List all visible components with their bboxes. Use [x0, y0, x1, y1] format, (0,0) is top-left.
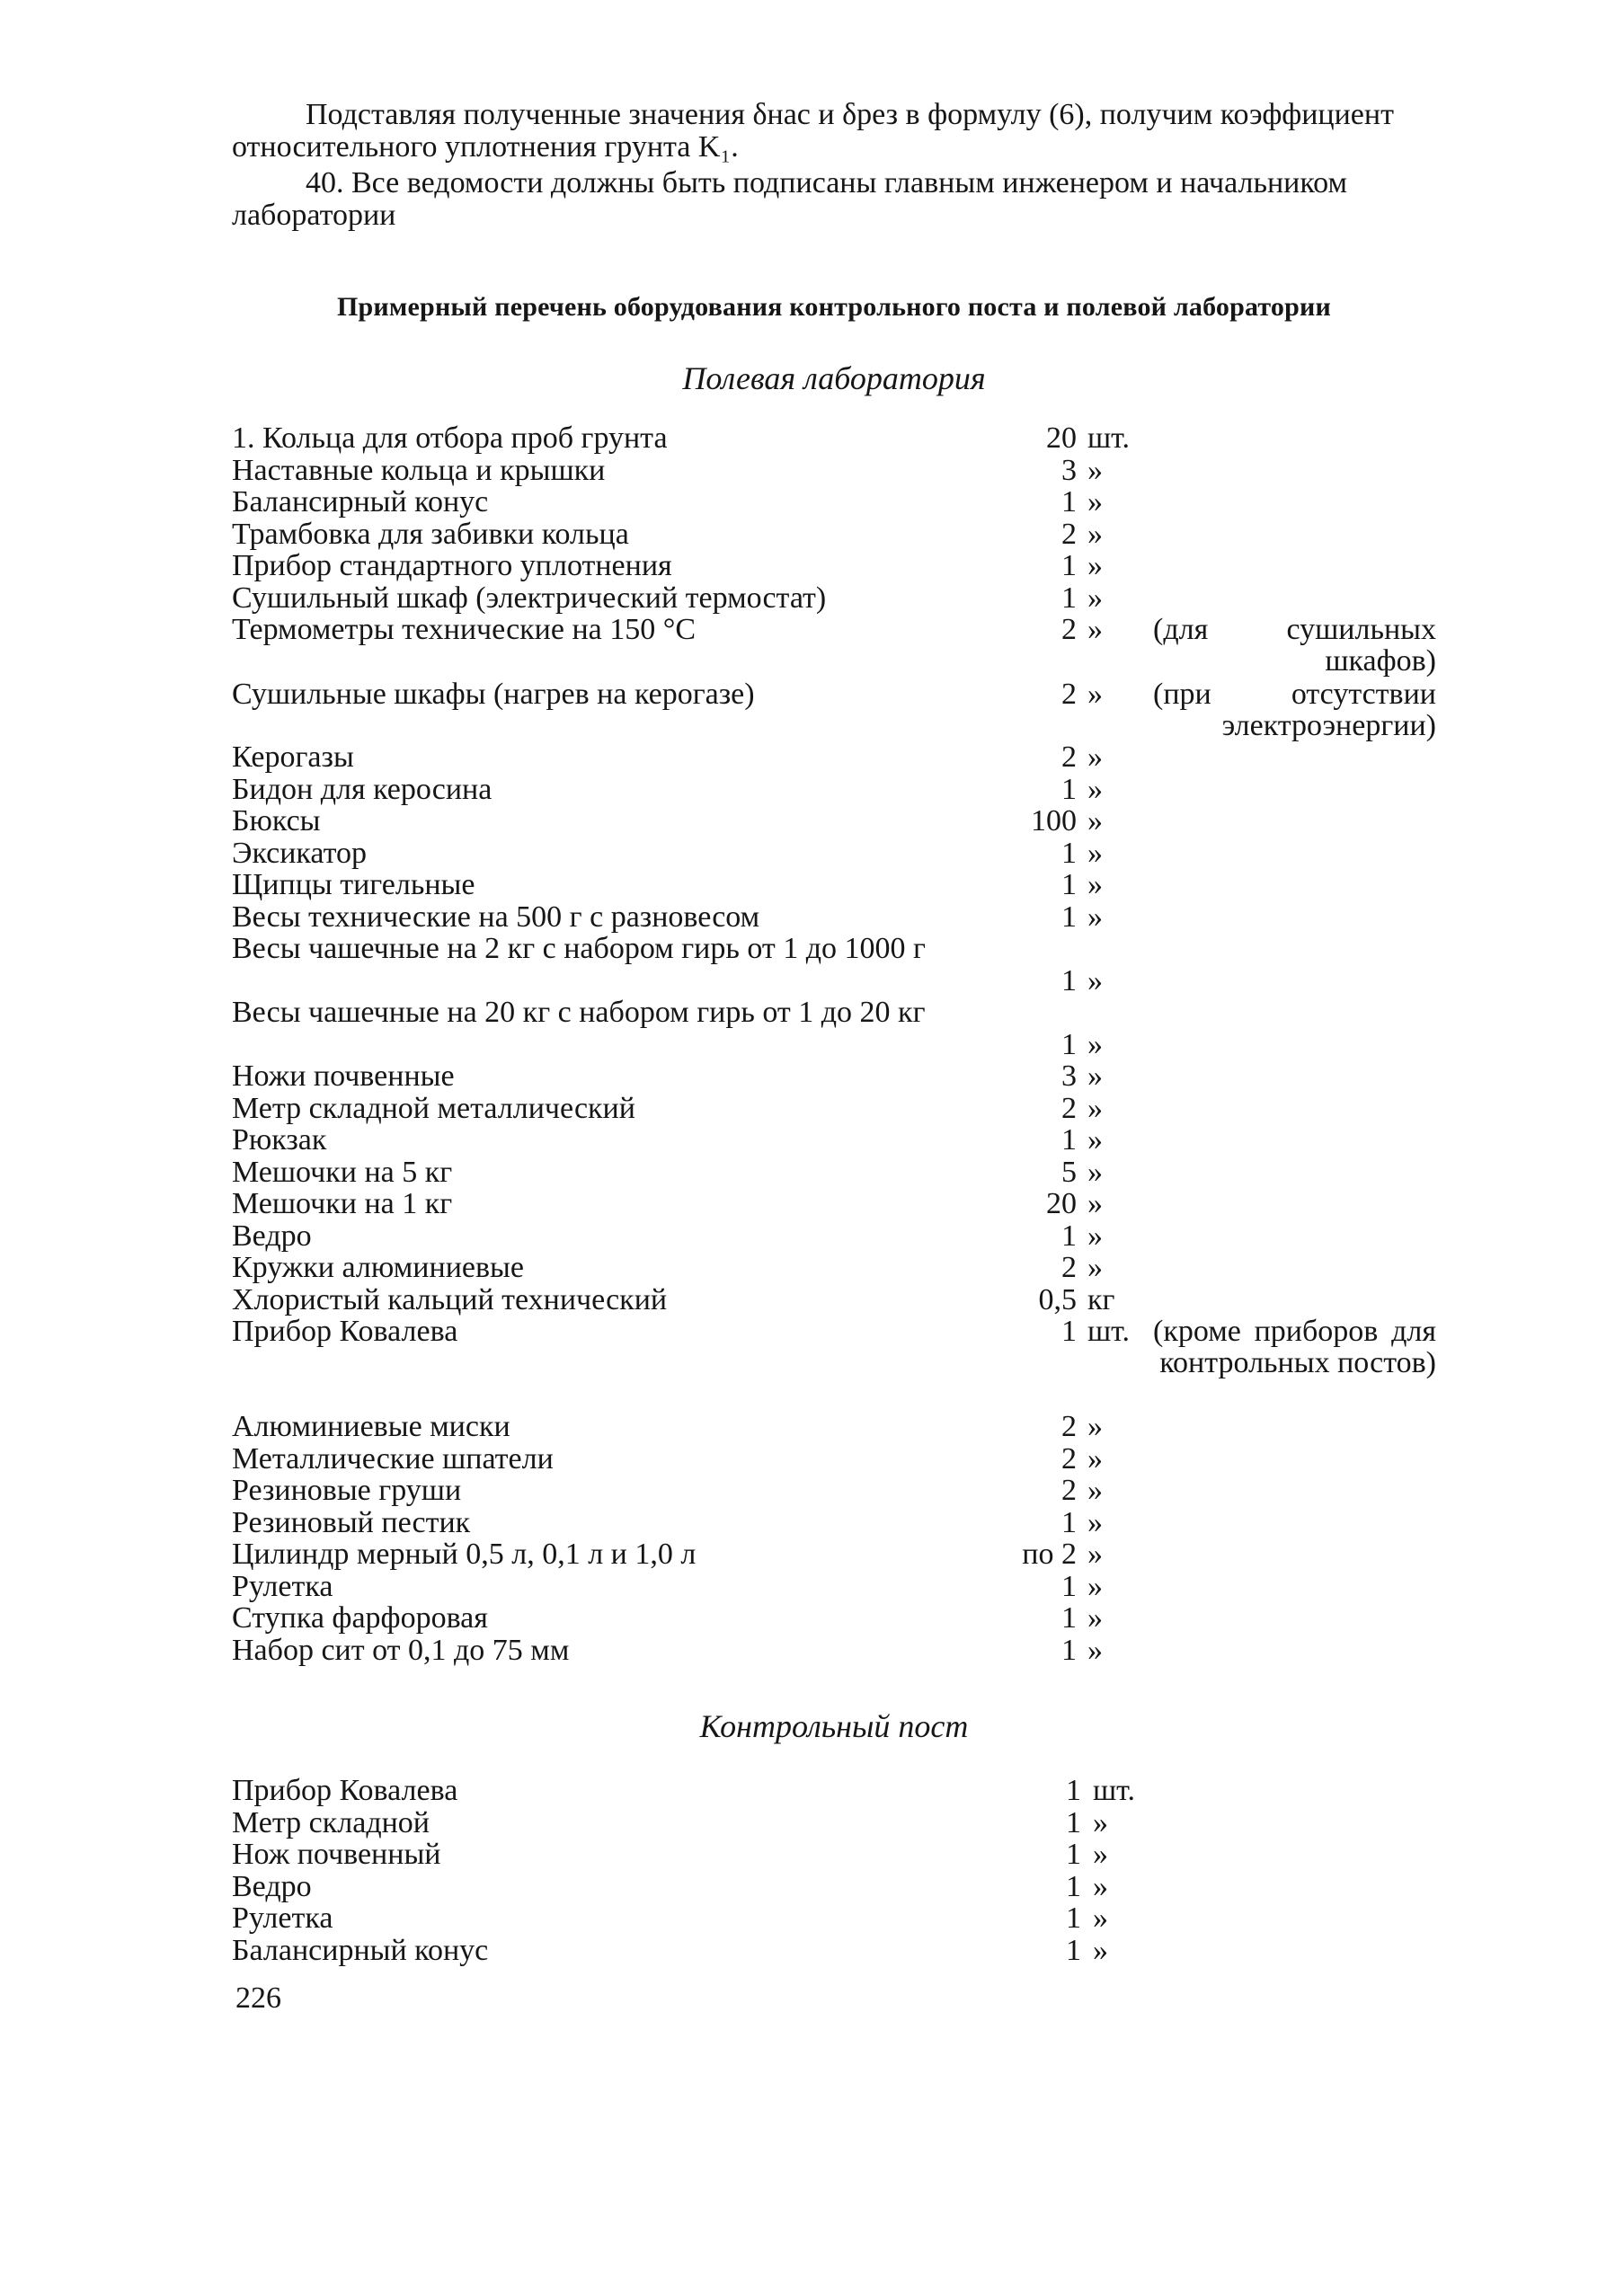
item-unit: » [1093, 1805, 1108, 1839]
list-item [232, 1284, 1490, 1316]
item-quantity: 2 [1061, 677, 1077, 711]
item-quantity: 20 [1046, 421, 1077, 455]
list-item [232, 774, 1490, 806]
item-unit: » [1087, 1251, 1103, 1284]
item-unit: » [1087, 677, 1103, 711]
item-quantity: 1 [1066, 1838, 1081, 1871]
item-name: Мешочки на 1 кг [232, 1188, 453, 1220]
list-item [232, 422, 1490, 455]
item-name: Мешочки на 5 кг [232, 1156, 453, 1188]
item-name: Весы чашечные на 2 кг с набором гирь от 1 до 1000 г [232, 933, 926, 965]
item-unit: » [1087, 772, 1103, 806]
item-quantity: 1 [1061, 1315, 1077, 1348]
list-item [232, 1475, 1490, 1507]
item-unit: » [1093, 1933, 1108, 1967]
item-unit: кг [1087, 1282, 1115, 1316]
item-quantity: 5 [1061, 1155, 1077, 1189]
item-unit: » [1087, 1155, 1103, 1189]
item-name: Сушильные шкафы (нагрев на керогазе) [232, 678, 755, 710]
item-unit: » [1087, 1601, 1103, 1635]
item-unit: » [1087, 804, 1103, 838]
item-quantity: 1 [1066, 1901, 1081, 1935]
item-name: Алюминиевые миски [232, 1411, 510, 1443]
item-name: Наставные кольца и крышки [232, 454, 606, 486]
item-quantity: 2 [1061, 517, 1077, 551]
item-unit: » [1087, 1027, 1103, 1061]
list-item [232, 869, 1490, 901]
section-heading: Примерный перечень оборудования контрольного поста и полевой лаборатории [337, 292, 1331, 322]
list-item [232, 1093, 1490, 1125]
item-unit: » [1093, 1869, 1108, 1903]
item-name: Прибор Ковалева [232, 1775, 458, 1807]
item-unit: » [1087, 1474, 1103, 1507]
list-item [232, 805, 1490, 838]
item-name: 1. Кольца для отбора проб грунта [232, 422, 668, 455]
item-name: Кружки алюминиевые [232, 1252, 524, 1284]
item-quantity: 2 [1061, 1410, 1077, 1443]
item-name: Ножи почвенные [232, 1060, 455, 1093]
item-name: Весы технические на 500 г с разновесом [232, 900, 760, 933]
list-item [232, 1902, 1490, 1935]
item-quantity: 2 [1061, 1251, 1077, 1284]
list-item [232, 1635, 1490, 1667]
list-item [232, 1507, 1490, 1539]
item-quantity: 1 [1061, 900, 1077, 934]
item-quantity: 1 [1066, 1933, 1081, 1967]
item-name: Резиновый пестик [232, 1506, 471, 1538]
list-item [232, 1157, 1490, 1189]
item-name: Нож почвенный [232, 1839, 441, 1871]
item-name: Рюкзак [232, 1124, 327, 1157]
list-item [232, 1775, 1490, 1807]
item-unit: » [1087, 613, 1103, 646]
list-item [232, 1807, 1490, 1839]
item-name: Балансирный конус [232, 1934, 489, 1966]
item-unit: » [1087, 1633, 1103, 1667]
item-quantity: 1 [1061, 1633, 1077, 1667]
list-item [232, 933, 1490, 997]
list-item [232, 1871, 1490, 1903]
item-quantity: 100 [1031, 804, 1077, 838]
item-quantity: 1 [1061, 772, 1077, 806]
item-quantity: 2 [1061, 613, 1077, 646]
item-unit: шт. [1093, 1774, 1135, 1807]
list-item [232, 741, 1490, 774]
item-quantity: 3 [1061, 453, 1077, 487]
item-name: Керогазы [232, 741, 354, 774]
item-name: Сушильный шкаф (электрический термостат) [232, 581, 827, 614]
item-unit: » [1087, 1123, 1103, 1157]
item-unit: » [1087, 836, 1103, 870]
item-name: Ведро [232, 1219, 312, 1252]
item-unit: » [1087, 1219, 1103, 1253]
list-item [232, 997, 1490, 1060]
item-unit: » [1093, 1838, 1108, 1871]
item-name: Ведро [232, 1870, 312, 1902]
list-item [232, 1220, 1490, 1253]
item-unit: » [1087, 868, 1103, 901]
item-quantity: 1 [1066, 1869, 1081, 1903]
item-quantity: 20 [1046, 1187, 1077, 1220]
item-note: (для сушильных шкафов) [1153, 613, 1436, 678]
list-item [232, 519, 1490, 551]
item-name: Бюксы [232, 805, 321, 838]
list-item [232, 1188, 1490, 1220]
item-quantity: 1 [1066, 1805, 1081, 1839]
item-quantity: 0,5 [1038, 1282, 1077, 1316]
item-name: Балансирный конус [232, 486, 489, 519]
field-lab-title: Полевая лаборатория [682, 360, 986, 396]
item-quantity: 3 [1061, 1059, 1077, 1093]
item-quantity: 1 [1061, 485, 1077, 519]
item-quantity: 2 [1061, 740, 1077, 774]
item-name: Цилиндр мерный 0,5 л, 0,1 л и 1,0 л [232, 1538, 697, 1571]
list-item [232, 1443, 1490, 1476]
list-item [232, 1252, 1490, 1284]
item-unit: » [1087, 453, 1103, 487]
item-unit: » [1087, 963, 1103, 997]
item-quantity: 1 [1061, 963, 1077, 997]
list-item [232, 1124, 1490, 1157]
item-unit: » [1087, 1059, 1103, 1093]
item-name: Весы чашечные на 20 кг с набором гирь от 1 до 20 кг [232, 997, 926, 1029]
item-name: Металлические шпатели [232, 1442, 554, 1475]
item-unit: » [1087, 581, 1103, 615]
item-quantity: 2 [1061, 1441, 1077, 1476]
item-quantity: 1 [1061, 1601, 1077, 1635]
item-note: (при отсутствии электроэнергии) [1153, 677, 1436, 742]
item-unit: » [1087, 1091, 1103, 1125]
item-name: Эксикатор [232, 837, 368, 869]
list-item [232, 1935, 1490, 1967]
item-name: Прибор Ковалева [232, 1316, 458, 1348]
item-name: Щипцы тигельные [232, 869, 475, 901]
item-quantity: 1 [1061, 1569, 1077, 1603]
item-quantity: 2 [1061, 1091, 1077, 1125]
item-unit: шт. [1087, 1315, 1130, 1348]
item-unit: шт. [1087, 421, 1130, 455]
item-quantity: 1 [1061, 1505, 1077, 1539]
control-post-title: Контрольный пост [699, 1708, 969, 1744]
list-item [232, 1316, 1490, 1411]
list-item [232, 1411, 1490, 1443]
item-name: Хлористый кальций технический [232, 1283, 668, 1316]
item-note: (кроме приборов для контрольных постов) [1153, 1315, 1436, 1379]
item-unit: » [1093, 1901, 1108, 1935]
item-name: Термометры технические на 150 °C [232, 614, 697, 646]
item-unit: » [1087, 1538, 1103, 1571]
page-number: 226 [235, 1981, 281, 2015]
item-quantity: 1 [1061, 1123, 1077, 1157]
list-item [232, 1571, 1490, 1603]
item-name: Рулетка [232, 1570, 333, 1602]
item-unit: » [1087, 485, 1103, 519]
item-unit: » [1087, 740, 1103, 774]
item-quantity: 2 [1061, 1474, 1077, 1507]
list-item [232, 1839, 1490, 1871]
item-quantity: 1 [1061, 1219, 1077, 1253]
intro-paragraph-1: Подставляя полученные значения δнас и δрез в формулу (6), получим коэффициент относительного уплотнения грунта K₁. [232, 98, 1394, 164]
item-unit: » [1087, 1410, 1103, 1443]
item-unit: » [1087, 517, 1103, 551]
item-name: Бидон для керосина [232, 773, 493, 805]
item-unit: » [1087, 1569, 1103, 1603]
list-item [232, 1538, 1490, 1571]
list-item [232, 455, 1490, 487]
item-name: Прибор стандартного уплотнения [232, 550, 672, 582]
item-quantity: по 2 [1022, 1538, 1077, 1571]
list-item [232, 838, 1490, 870]
item-name: Резиновые груши [232, 1475, 462, 1507]
list-item [232, 678, 1490, 742]
list-item [232, 614, 1490, 678]
item-quantity: 1 [1061, 581, 1077, 615]
item-name: Набор сит от 0,1 до 75 мм [232, 1634, 570, 1666]
item-unit: » [1087, 1505, 1103, 1539]
item-name: Трамбовка для забивки кольца [232, 518, 629, 550]
list-item [232, 1602, 1490, 1635]
item-name: Ступка фарфоровая [232, 1602, 488, 1635]
list-item [232, 1060, 1490, 1093]
item-quantity: 1 [1066, 1774, 1081, 1807]
item-unit: » [1087, 549, 1103, 582]
item-name: Метр складной металлический [232, 1092, 635, 1124]
list-item [232, 582, 1490, 615]
list-item [232, 550, 1490, 582]
list-item [232, 486, 1490, 519]
item-name: Рулетка [232, 1902, 333, 1935]
item-unit: » [1087, 1187, 1103, 1220]
field-lab-equipment-list [232, 422, 1490, 1666]
item-quantity: 1 [1061, 868, 1077, 901]
intro-paragraph-2: 40. Все ведомости должны быть подписаны главным инженером и начальником лаборатории [232, 166, 1348, 232]
item-quantity: 1 [1061, 1027, 1077, 1061]
item-unit: » [1087, 900, 1103, 934]
item-quantity: 1 [1061, 549, 1077, 582]
item-unit: » [1087, 1441, 1103, 1476]
item-name: Метр складной [232, 1806, 430, 1839]
list-item [232, 901, 1490, 934]
control-post-equipment-list [232, 1775, 1490, 1966]
item-quantity: 1 [1061, 836, 1077, 870]
